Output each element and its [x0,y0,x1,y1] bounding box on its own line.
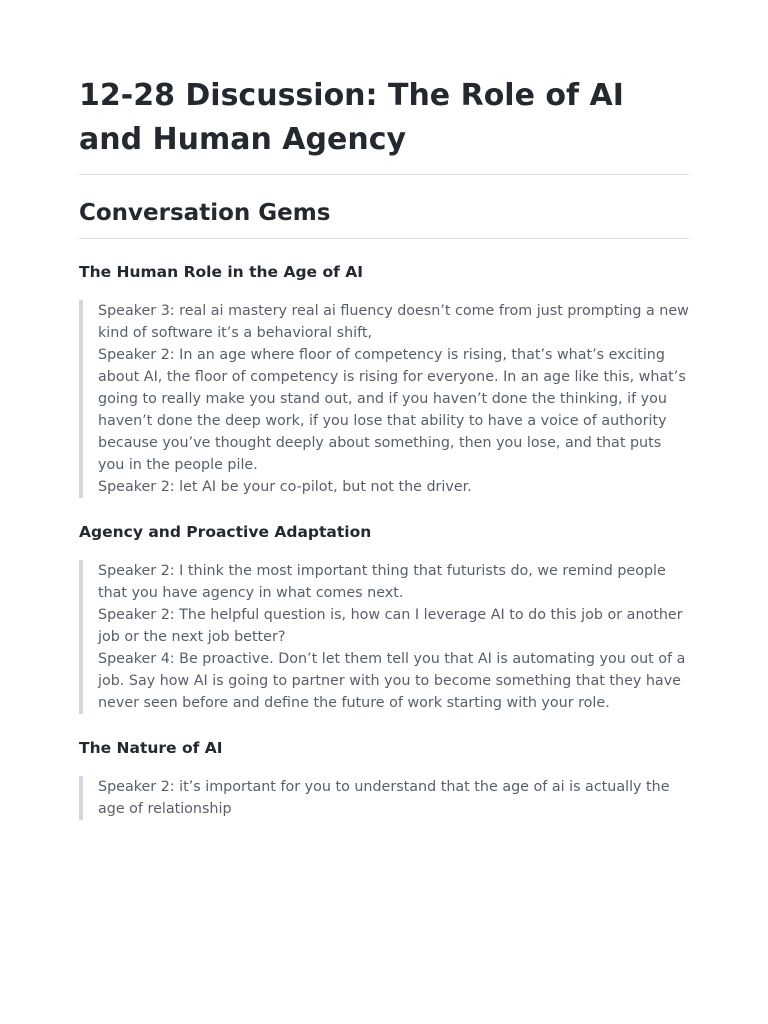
quote-line: Speaker 2: it’s important for you to understand that the age of ai is actually the age of relationship [98,779,670,817]
quote-block-nature-of-ai [79,776,689,820]
quote-line: Speaker 2: In an age where floor of competency is rising, that’s what’s exciting about AI, the floor of competency is rising for everyone. In an age like this, what’s going to really make you stand out, and if you haven’t done the thinking, if you haven’t done the deep work, if you lose that ability to have a voice of authority because you’ve thought deeply about something, then you lose, and that puts you in the people pile. [98,347,686,473]
page-title: 12-28 Discussion: The Role of AI and Human Agency [79,74,689,175]
subsection-heading-agency: Agency and Proactive Adaptation [79,523,372,541]
quote-block-human-role [79,300,689,498]
quote-line: Speaker 4: Be proactive. Don’t let them tell you that AI is automating you out of a job. Say how AI is going to partner with you to become something that they have never seen before and define the future of work starting with your role. [98,651,686,711]
quote-line: Speaker 2: let AI be your co-pilot, but not the driver. [98,479,472,495]
section-title-conversation-gems: Conversation Gems [79,197,689,239]
quote-block-agency [79,560,689,714]
quote-line: Speaker 3: real ai mastery real ai fluency doesn’t come from just prompting a new kind of software it’s a behavioral shift, [98,303,689,341]
subsection-heading-human-role: The Human Role in the Age of AI [79,263,364,281]
subsection-heading-nature-of-ai: The Nature of AI [79,739,223,757]
quote-line: Speaker 2: I think the most important thing that futurists do, we remind people that you have agency in what comes next. [98,563,666,601]
quote-line: Speaker 2: The helpful question is, how can I leverage AI to do this job or another job or the next job better? [98,607,683,645]
